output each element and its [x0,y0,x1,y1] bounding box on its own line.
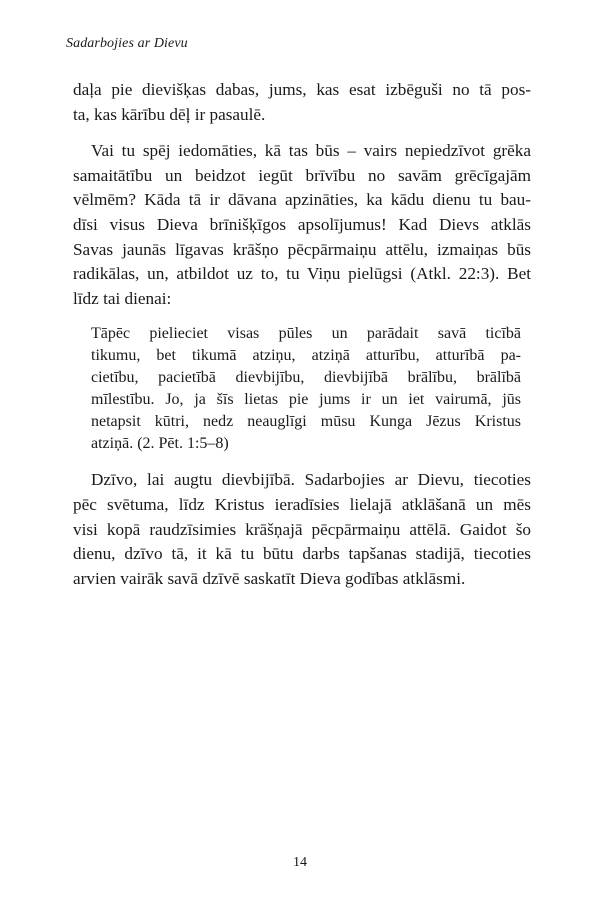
block-quote [91,323,521,455]
text-line: vēlmēm? Kāda tā ir dāvana apzināties, ka kādu dienu tu bau- [73,190,531,210]
text-line: arvien vairāk savā dzīvē saskatīt Dieva godības atklāsmi. [73,568,466,588]
quote-line: cietību, pacietībā dievbijību, dievbijībā brālību, brālībā [91,369,521,387]
text-line: radikālas, un, atbildot uz to, tu Viņu pielūgsi (Atkl. 22:3). Bet [73,264,531,284]
text-line: samaitātību un beidzot iegūt brīvību no savām grēcīgajām [73,165,531,185]
paragraph [73,468,531,591]
quote-line: mīlestību. Jo, ja šīs lietas pie jums ir un iet vairumā, jūs [91,391,521,409]
quote-line: atziņā. (2. Pēt. 1:5–8) [91,435,229,453]
text-line: pēc svētuma, līdz Kristus ieradīsies lielajā atklāšanā un mēs [73,494,531,514]
running-head: Sadarbojies ar Dievu [66,36,188,51]
text-line: dienu, dzīvo tā, it kā tu būtu darbs tapšanas stadijā, tiecoties [73,544,531,564]
quote-line: netapsit kūtri, nedz neauglīgi mūsu Kunga Jēzus Kristus [91,413,521,431]
quote-line: tikumu, bet tikumā atziņu, atziņā atturību, atturībā pa- [91,347,521,365]
text-line: dīsi visus Dieva brīnišķīgos apsolījumus! Kad Dievs atklās [73,214,531,234]
text-line: daļa pie dievišķas dabas, jums, kas esat izbēguši no tā pos- [73,80,531,99]
text-line: līdz tai dienai: [73,288,172,308]
text-line: Savas jaunās līgavas krāšņo pēcpārmaiņu attēlu, izmaiņas būs [73,239,531,259]
continued-paragraph [73,78,531,127]
text-line: ta, kas kārību dēļ ir pasaulē. [73,104,266,124]
page-number: 14 [293,855,307,870]
text-line: visi kopā raudzīsimies krāšņajā pēcpārmaiņu attēlā. Gaidot šo [73,519,531,539]
body-text [73,78,531,603]
text-line: Dzīvo, lai augtu dievbijībā. Sadarbojies ar Dievu, tiecoties [91,470,531,490]
quote-line: Tāpēc pielieciet visas pūles un parādait savā ticībā [91,325,521,343]
text-line: Vai tu spēj iedomāties, kā tas būs – vairs nepiedzīvot grēka [91,141,531,161]
paragraph [73,139,531,311]
